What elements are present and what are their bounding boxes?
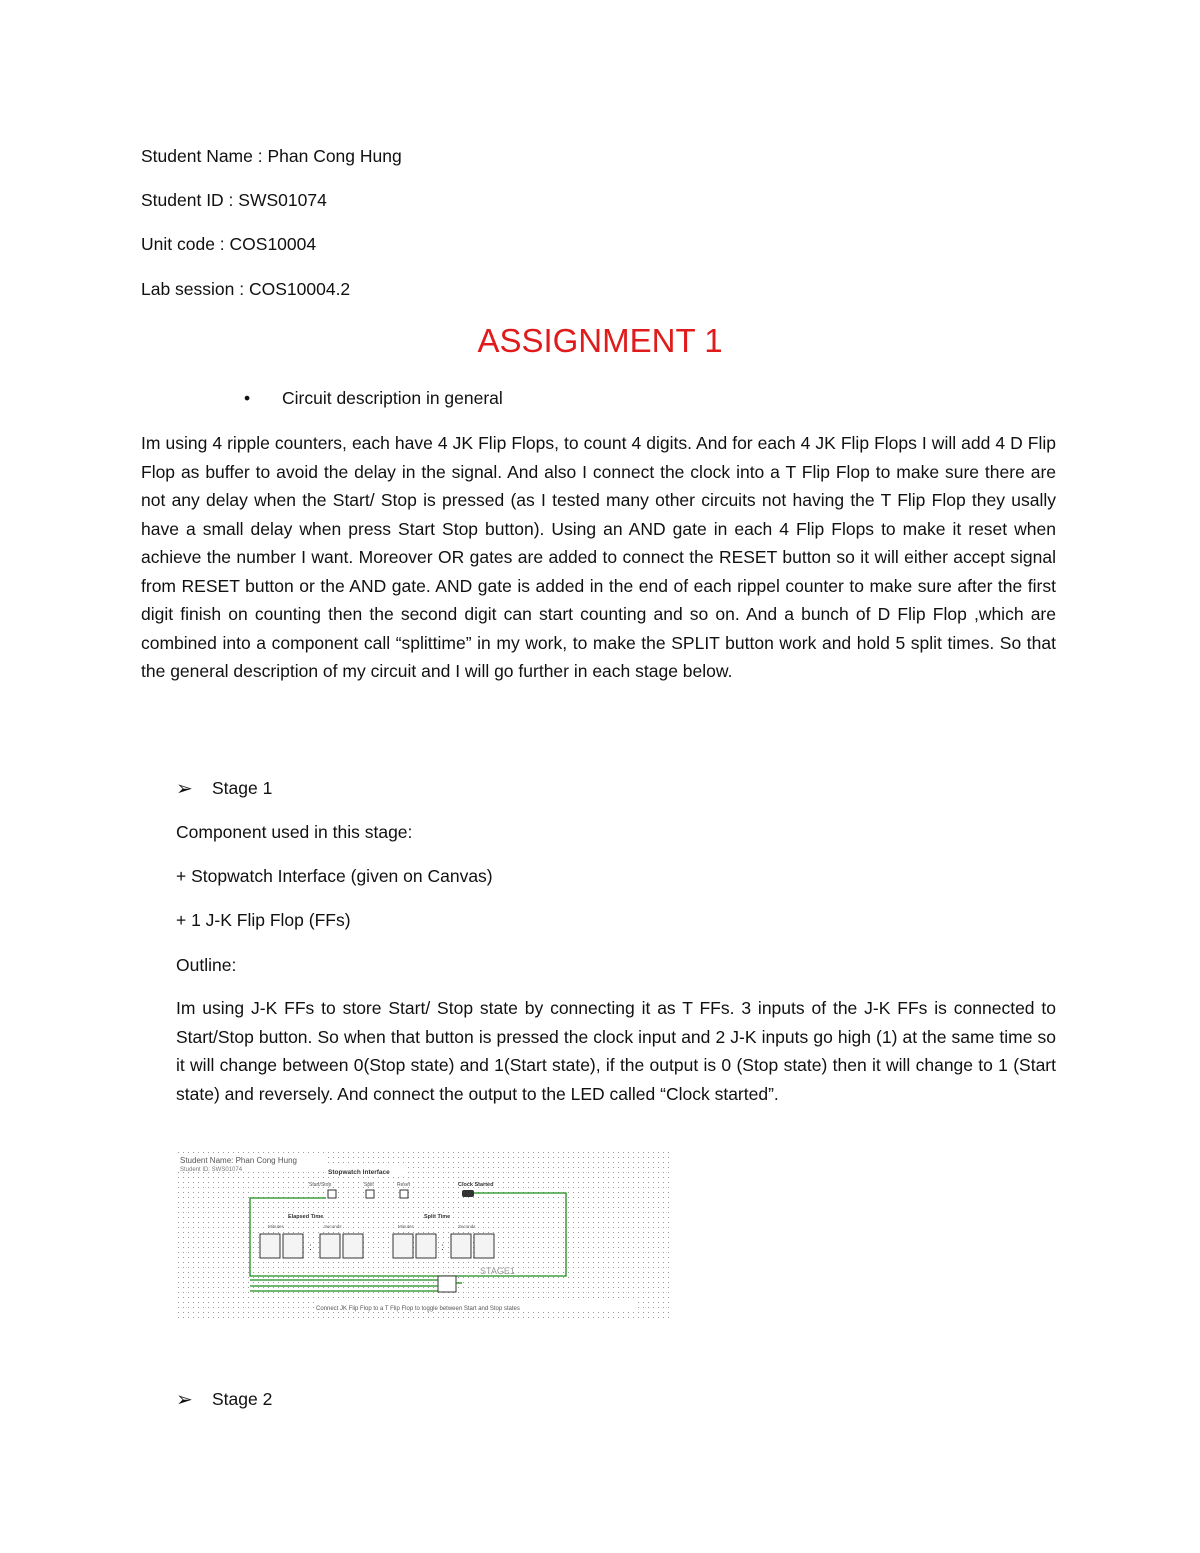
start-stop-label: Start/Stop — [309, 1182, 332, 1188]
split-seconds-label: Seconds — [458, 1224, 476, 1229]
digit-display — [393, 1234, 413, 1258]
student-id: Student ID : SWS01074 — [141, 190, 327, 210]
arrow-bullet-icon: ➢ — [176, 778, 193, 800]
elapsed-seconds-label: Seconds — [324, 1224, 342, 1229]
stage-1-outline-paragraph: Im using J-K FFs to store Start/ Stop state by connecting it as T FFs. 3 inputs of the J-K FFs is connected to Start/Stop button. So when that button is pressed the clock input and 2 J-K inputs go high (1) at the same time so it will change between 0(Stop state) and 1(Start state), if the output is 0 (Stop state) then it will change to 1 (Start state) and reversely. And connect the output to the LED called “Clock started”. — [176, 998, 1056, 1104]
start-stop-button — [328, 1190, 336, 1198]
lab-session: Lab session : COS10004.2 — [141, 279, 351, 299]
clock-started-label: Clock Started — [458, 1182, 494, 1188]
jk-flip-flop — [438, 1276, 456, 1292]
arrow-bullet-icon: ➢ — [176, 1389, 193, 1411]
stage-1-label: Stage 1 — [212, 778, 273, 798]
component-item-1: + Stopwatch Interface (given on Canvas) — [176, 866, 493, 886]
stage-2-label: Stage 2 — [212, 1389, 273, 1409]
document-title: ASSIGNMENT 1 — [477, 322, 723, 359]
components-heading: Component used in this stage: — [176, 822, 413, 842]
split-button — [366, 1190, 374, 1198]
section-heading: Circuit description in general — [282, 388, 503, 408]
elapsed-colon: : — [309, 1242, 312, 1253]
student-name: Student Name : Phan Cong Hung — [141, 146, 402, 166]
digit-display — [260, 1234, 280, 1258]
interface-title: Stopwatch Interface — [328, 1169, 390, 1176]
figure-student-id: Student ID: SWS01074 — [180, 1167, 243, 1173]
figure-caption: Connect JK Flip Flop to a T Flip Flop to toggle between Start and Stop states — [316, 1306, 520, 1312]
split-time-label: Split Time — [424, 1214, 451, 1220]
figure-student-name: Student Name: Phan Cong Hung — [180, 1156, 297, 1165]
split-colon: : — [441, 1242, 444, 1253]
unit-code: Unit code : COS10004 — [141, 234, 317, 254]
digit-display — [416, 1234, 436, 1258]
reset-button — [400, 1190, 408, 1198]
general-description-paragraph: Im using 4 ripple counters, each have 4 JK Flip Flops, to count 4 digits. And for each 4 JK Flip Flops I will add 4 D Flip Flop as buffer to avoid the delay in the signal. And also I connect the clock into a T Flip Flop to make sure there are not any delay when the Start/ Stop is pressed (as I tested many other circuits not having the T Flip Flop they usally have a small delay when press Start Stop button). Using an AND gate in each 4 Flip Flops to make it reset when achieve the number I want. Moreover OR gates are added to connect the RESET button so it will either accept signal from RESET button or the AND gate. AND gate is added in the end of each rippel counter to make sure after the first digit finish on counting then the second digit can start counting and so on. And a bunch of D Flip Flop ,which are combined into a component call “splittime” in my work, to make the SPLIT button work and hold 5 split times. So that the general description of my circuit and I will go further in each stage below. — [141, 433, 1056, 681]
component-item-2: + 1 J-K Flip Flop (FFs) — [176, 910, 351, 930]
bullet-icon: • — [244, 388, 251, 408]
digit-display — [451, 1234, 471, 1258]
clock-started-led — [462, 1190, 474, 1197]
circuit-screenshot — [176, 1150, 672, 1320]
reset-label: Reset — [397, 1182, 411, 1188]
split-label: Split — [364, 1182, 374, 1188]
digit-display — [474, 1234, 494, 1258]
elapsed-time-label: Elapsed Time — [288, 1214, 324, 1220]
digit-display — [283, 1234, 303, 1258]
split-minutes-label: Minutes — [398, 1224, 414, 1229]
digit-display — [320, 1234, 340, 1258]
stage-label: STAGE1 — [480, 1266, 515, 1276]
elapsed-minutes-label: Minutes — [268, 1224, 284, 1229]
digit-display — [343, 1234, 363, 1258]
outline-heading: Outline: — [176, 955, 237, 975]
